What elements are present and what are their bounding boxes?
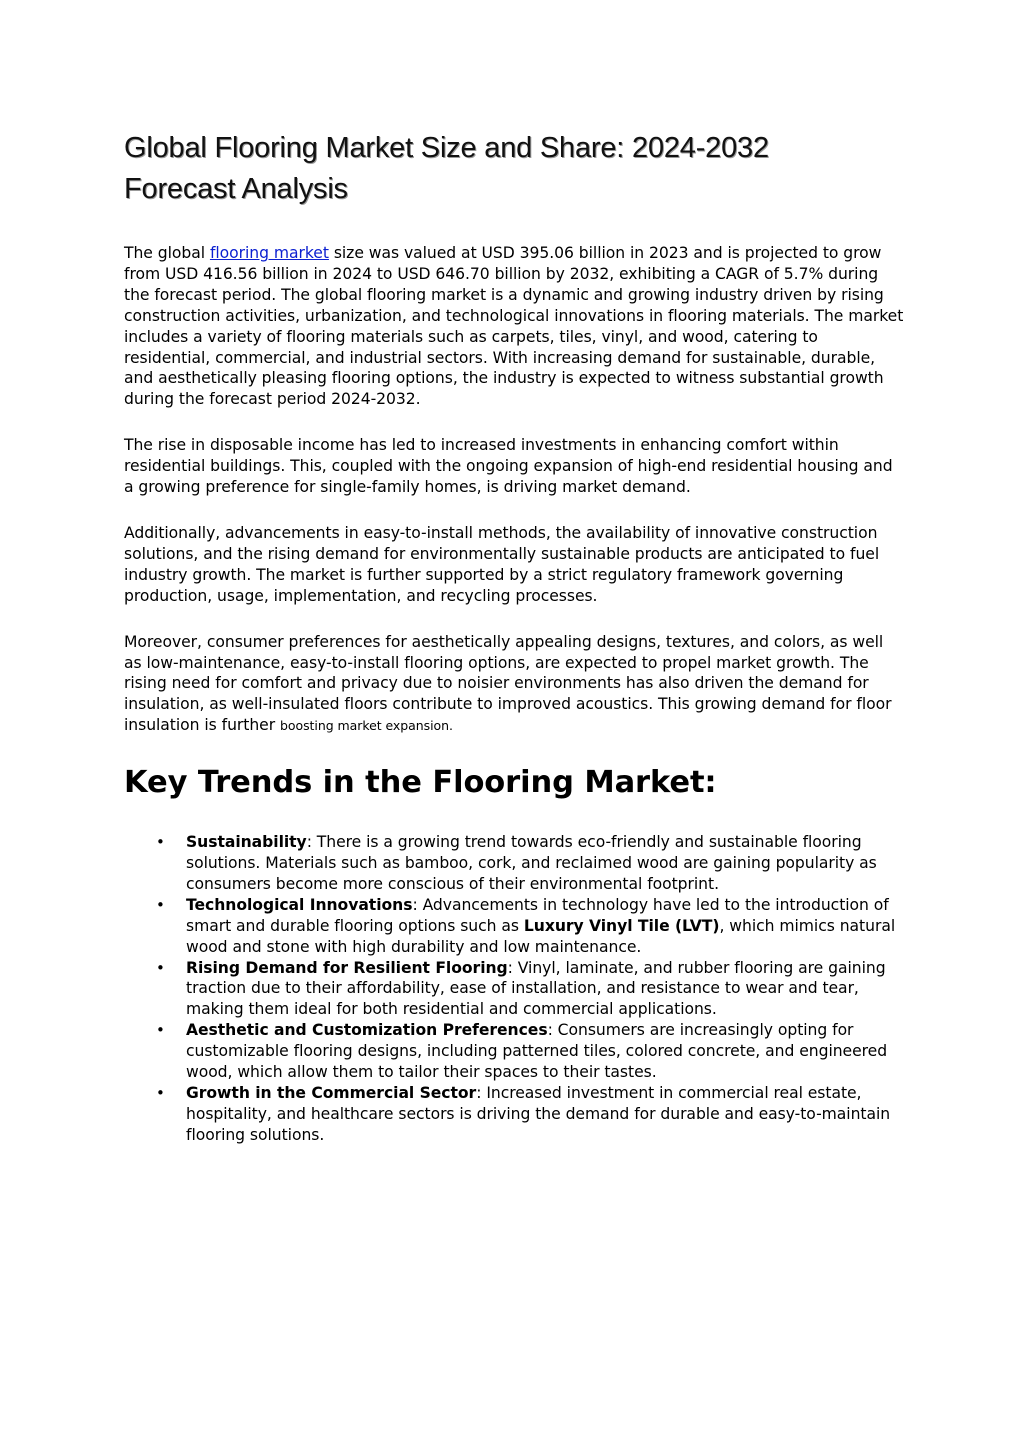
trend-term: Technological Innovations	[186, 895, 413, 914]
page-title-line-2: Forecast Analysis	[124, 173, 348, 205]
paragraph-consumer-preferences-main: Moreover, consumer preferences for aesthetically appealing designs, textures, and colors, as well as low-maintenance, easy-to-install flooring options, are expected to propel market growth. The rising need for comfort and privacy due to noisier environments has also driven the demand for insulation, as well-insulated floors contribute to improved acoustics. This growing demand for floor insulation is further	[124, 632, 892, 735]
intro-text-rest: size was valued at USD 395.06 billion in 2023 and is projected to grow from USD 416.56 billion in 2024 to USD 646.70 billion by 2032, exhibiting a CAGR of 5.7% during the forecast period. The global flooring market is a dynamic and growing industry driven by rising construction activities, urbanization, and technological innovations in flooring materials. The market includes a variety of flooring materials such as carpets, tiles, vinyl, and wood, catering to residential, commercial, and industrial sectors. With increasing demand for sustainable, durable, and aesthetically pleasing flooring options, the industry is expected to witness substantial growth during the forecast period 2024-2032.	[124, 244, 904, 409]
trend-description: : Advancements in technology have led to the introduction of smart and durable flooring options such as	[186, 895, 889, 935]
bullet-icon: •	[156, 895, 165, 914]
key-trends-heading: Key Trends in the Flooring Market:	[124, 765, 717, 801]
trend-term-lvt: Luxury Vinyl Tile (LVT)	[523, 916, 720, 935]
trend-term: Sustainability	[186, 833, 307, 852]
paragraph-consumer-preferences	[124, 632, 904, 738]
trend-item-technological-innovations	[124, 895, 904, 958]
page-title	[124, 128, 904, 210]
intro-paragraph	[124, 243, 904, 410]
flooring-market-link[interactable]: flooring market	[209, 244, 329, 262]
trend-term: Aesthetic and Customization Preferences	[186, 1021, 548, 1040]
trend-description: : There is a growing trend towards eco-friendly and sustainable flooring solutions. Materials such as bamboo, cork, and reclaimed wood are gaining popularity as consumers become more conscious of their environmental footprint.	[186, 833, 877, 893]
trend-term: Rising Demand for Resilient Flooring	[186, 958, 508, 977]
trend-item-sustainability	[124, 832, 904, 895]
trend-term: Growth in the Commercial Sector	[186, 1084, 477, 1102]
intro-text-start: The global	[124, 244, 210, 262]
trend-item-commercial-sector	[124, 1083, 904, 1146]
paragraph-disposable-income: The rise in disposable income has led to increased investments in enhancing comfort within residential buildings. This, coupled with the ongoing expansion of high-end residential housing and a growing preference for single-family homes, is driving market demand.	[124, 436, 893, 497]
trend-description: : Increased investment in commercial real estate, hospitality, and healthcare sectors is driving the demand for durable and easy-to-maintain flooring solutions.	[186, 1084, 891, 1144]
key-trends-list	[124, 832, 904, 1146]
bullet-icon: •	[156, 833, 165, 852]
bullet-icon: •	[156, 1084, 165, 1102]
paragraph-advancements: Additionally, advancements in easy-to-install methods, the availability of innovative construction solutions, and the rising demand for environmentally sustainable products are anticipated to fuel industry growth. The market is further supported by a strict regulatory framework governing production, usage, implementation, and recycling processes.	[124, 523, 880, 605]
paragraph-consumer-preferences-tail: boosting market expansion.	[280, 718, 453, 734]
document-page	[124, 128, 904, 1146]
trend-item-resilient-flooring	[124, 958, 904, 1021]
bullet-icon: •	[156, 958, 165, 977]
bullet-icon: •	[156, 1021, 165, 1040]
trend-description-continued: , which mimics natural wood and stone with high durability and low maintenance.	[186, 916, 896, 956]
trend-item-aesthetic-customization	[124, 1020, 904, 1083]
page-title-line-1: Global Flooring Market Size and Share: 2024-2032	[124, 132, 769, 164]
trend-description: : Vinyl, laminate, and rubber flooring are gaining traction due to their affordability, ease of installation, and resistance to wear and tear, making them ideal for both residential and commercial applications.	[186, 958, 886, 1019]
trend-description: : Consumers are increasingly opting for customizable flooring designs, including patterned tiles, colored concrete, and engineered wood, which allow them to tailor their spaces to their tastes.	[186, 1021, 888, 1082]
